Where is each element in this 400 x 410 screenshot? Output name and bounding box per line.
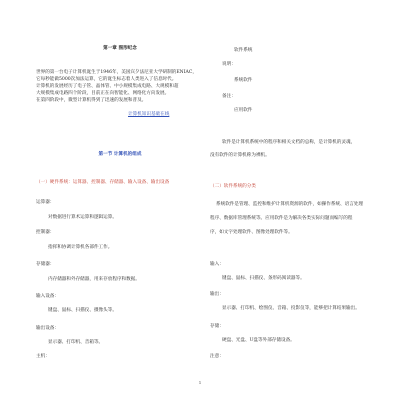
item-label: 主机： bbox=[36, 354, 50, 359]
intro-line-4: 大规模集成电路四个阶段，目前正在向智能化、网络化方向发展。 bbox=[36, 91, 170, 96]
item-text: 内存储器和外存储器，用来存放程序和数据。 bbox=[48, 277, 140, 282]
item-text: 键盘、鼠标、扫描仪、条形码阅读器等。 bbox=[222, 276, 305, 281]
right-label-2: 备注： bbox=[222, 94, 236, 99]
item-label: 控制器： bbox=[36, 230, 55, 235]
item-text: 对数据进行算术运算和逻辑运算。 bbox=[48, 215, 117, 220]
intro-link[interactable]: 计算机知识基础在线 bbox=[128, 112, 170, 117]
item-label: 存储： bbox=[210, 324, 224, 329]
right-para1-line-2: 没有软件的计算机称为裸机。 bbox=[210, 153, 270, 158]
right-para2-line-1: 系统软件是管理、监控和维护计算机资源的软件，如操作系统、语言处理 bbox=[216, 202, 364, 207]
item-label: 输入设备： bbox=[36, 294, 59, 299]
right-top-line-3: 应用软件 bbox=[234, 108, 253, 113]
item-label: 输入： bbox=[210, 262, 224, 267]
item-text: 显示器、打印机、音箱等。 bbox=[48, 340, 104, 345]
item-text: 硬盘、光盘、U盘等外部存储设备。 bbox=[222, 338, 295, 343]
item-label: 注意： bbox=[210, 354, 224, 359]
right-top-line-2: 系统软件 bbox=[234, 78, 253, 83]
intro-line-2: 它每秒能做5000次加法运算，它的诞生标志着人类进入了信息时代。 bbox=[36, 77, 177, 82]
item-text: 指挥和协调计算机各部件工作。 bbox=[48, 245, 113, 250]
item-text: 键盘、鼠标、扫描仪、摄像头等。 bbox=[48, 308, 117, 313]
right-para2-line-2: 程序、数据库管理系统等。应用软件是为解决各类实际问题而编写的程 bbox=[210, 216, 353, 221]
software-heading: （二）软件系统的分类 bbox=[210, 184, 256, 189]
right-label-1: 说明： bbox=[222, 62, 236, 67]
item-label: 存储器： bbox=[36, 262, 55, 267]
item-text: 显示器、打印机、绘图仪、音箱、投影仪等，能够把计算结果输出。 bbox=[222, 306, 360, 311]
item-label: 输出： bbox=[210, 292, 224, 297]
intro-line-5: 在第四阶段中，微型计算机得到了迅速的发展和普及。 bbox=[36, 98, 147, 103]
page-number: 1 bbox=[198, 380, 202, 385]
intro-line-1: 世界的第一台电子计算机诞生于1946年，美国宾夕法尼亚大学研制的ENIAC， bbox=[36, 70, 197, 75]
right-top-line-1: 软件系统 bbox=[234, 48, 253, 53]
item-label: 运算器： bbox=[36, 200, 55, 205]
item-label: 输出设备： bbox=[36, 326, 59, 331]
intro-line-3: 计算机的发展经历了电子管、晶体管、中小规模集成电路、大规模和超 bbox=[36, 84, 179, 89]
right-para1-line-1: 软件是计算机系统中的程序和相关文档的总称，是计算机的灵魂， bbox=[222, 140, 356, 145]
hardware-heading: （一）硬件系统：运算器、控制器、存储器、输入设备、输出设备 bbox=[36, 180, 170, 185]
chapter-title: 第一章 图形纪念 bbox=[103, 46, 137, 51]
section-title: 第一节 计算机的组成 bbox=[98, 152, 142, 157]
right-para2-line-3: 序，如文字处理软件、图像处理软件等。 bbox=[210, 230, 293, 235]
